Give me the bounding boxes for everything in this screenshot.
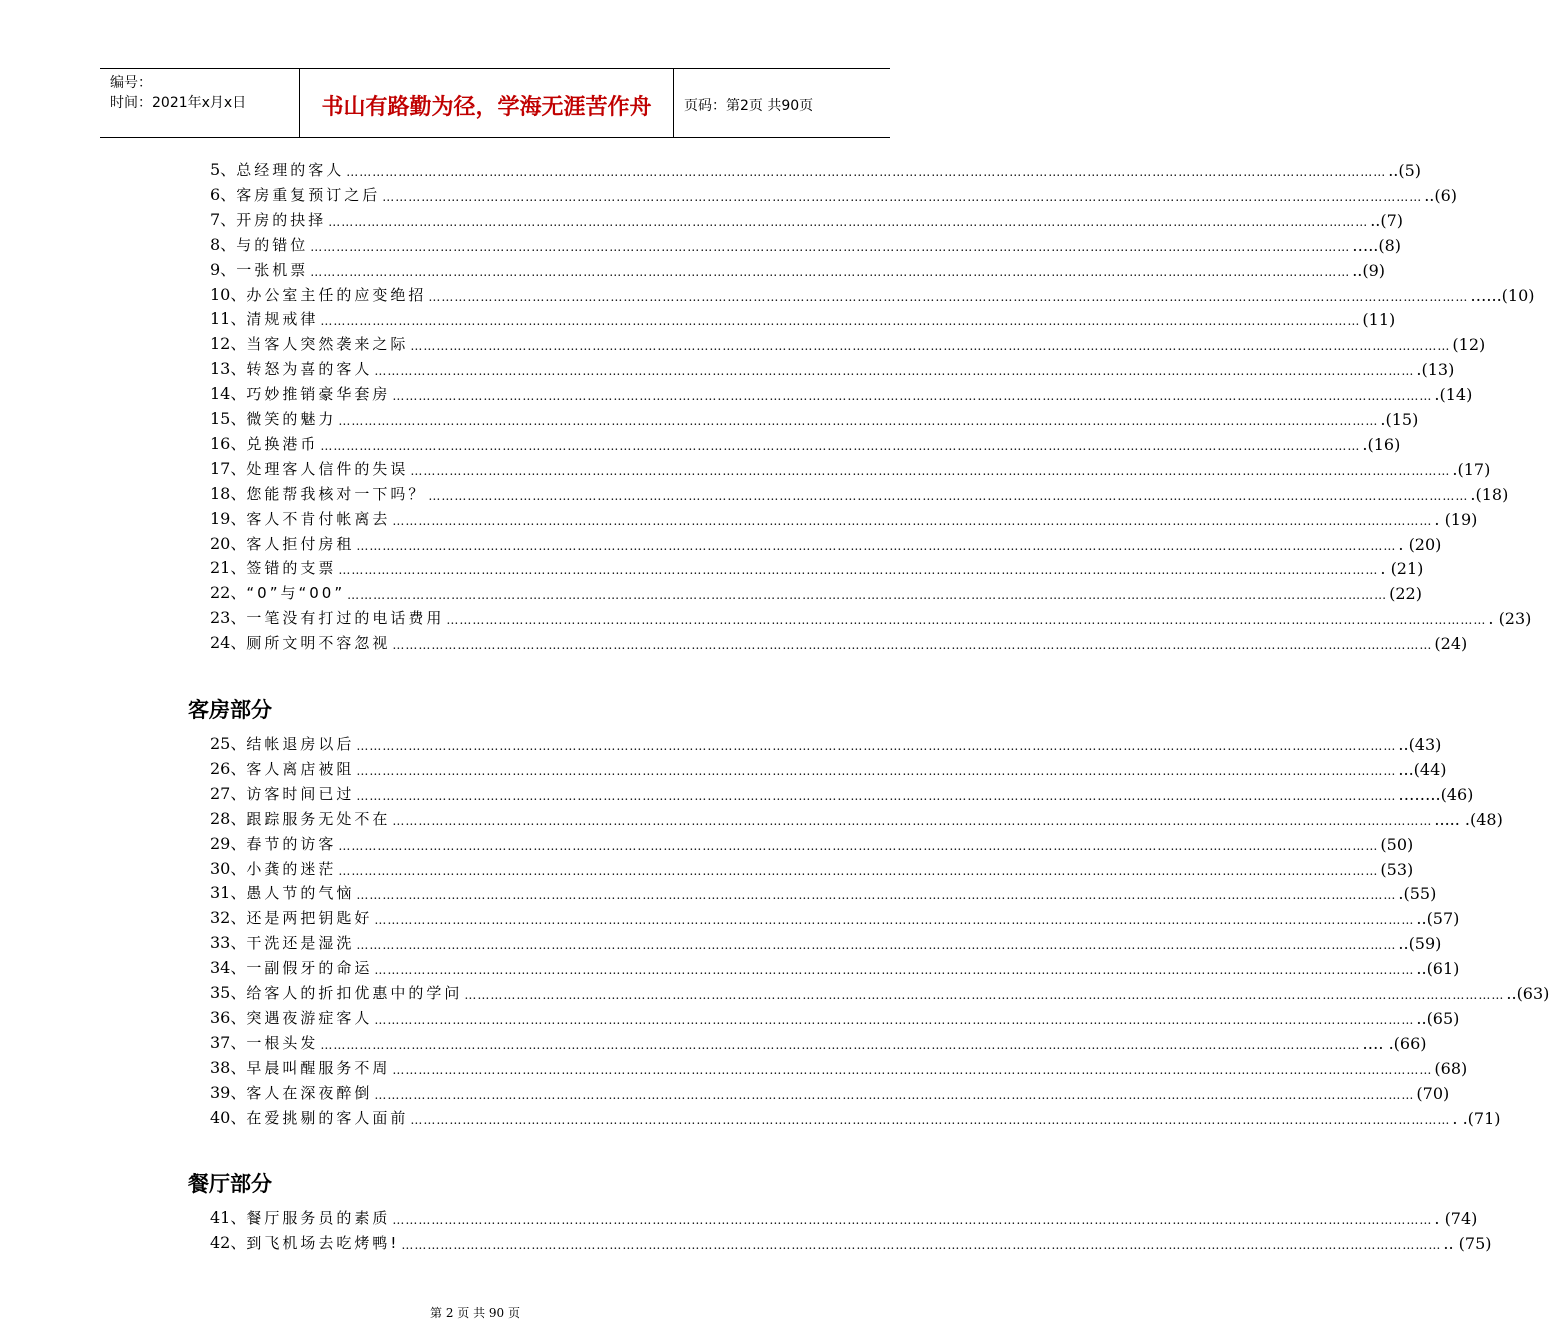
- toc-entry-number: 14、: [210, 384, 247, 404]
- toc-entry-page: …...(10): [1470, 285, 1535, 305]
- toc-entry: [210, 457, 1491, 479]
- toc-entry-number: 8、: [210, 234, 237, 254]
- toc-entry-page: ..... .(48): [1434, 809, 1503, 829]
- toc-entry-title: 客人拒付房租: [246, 534, 355, 553]
- toc-entry-title: 转怒为喜的客人: [246, 360, 373, 379]
- toc-leader-dots: ……………………………………………………………………………………………………………………………………………………………………………………………………………………: [374, 913, 1415, 928]
- toc-entry-title: 客人离店被阻: [246, 759, 355, 778]
- toc-entry-number: 38、: [210, 1057, 247, 1077]
- toc-entry-number: 11、: [210, 309, 247, 329]
- toc-entry: [210, 556, 1424, 579]
- toc-entry-number: 18、: [210, 483, 247, 503]
- toc-entry: [210, 432, 1401, 454]
- toc-leader-dots: ……………………………………………………………………………………………………………………………………………………………………………………………………………………: [410, 339, 1451, 354]
- toc-entry-page: (12): [1452, 335, 1486, 355]
- toc-leader-dots: ……………………………………………………………………………………………………………………………………………………………………………………………………………………: [320, 438, 1361, 453]
- toc-leader-dots: ……………………………………………………………………………………………………………………………………………………………………………………………………………………: [356, 739, 1397, 753]
- toc-entry-title: “0”与“00”: [246, 584, 346, 603]
- toc-entry: [210, 807, 1503, 829]
- toc-entry-page: .(18): [1470, 484, 1509, 504]
- toc-leader-dots: ……………………………………………………………………………………………………………………………………………………………………………………………………………………: [374, 1012, 1415, 1027]
- toc-entry-number: 25、: [210, 734, 247, 753]
- toc-entry-title: 一笔没有打过的电话费用: [246, 609, 445, 628]
- toc-entry: [210, 956, 1460, 979]
- toc-entry: [210, 1206, 1478, 1228]
- toc-entry-title: 一根头发: [246, 1033, 319, 1052]
- toc-entry-title: 您能帮我核对一下吗？: [246, 484, 427, 503]
- toc-leader-dots: ……………………………………………………………………………………………………………………………………………………………………………………………………………………: [392, 638, 1433, 653]
- toc-leader-dots: ……………………………………………………………………………………………………………………………………………………………………………………………………………………: [338, 863, 1379, 878]
- toc-entry-title: 处理客人信件的失误: [246, 459, 409, 478]
- toc-entry-title: 办公室主任的应变绝招: [246, 285, 427, 304]
- page-footer: 第 2 页 共 90 页: [430, 1306, 520, 1320]
- toc-entry-page: ...(44): [1398, 759, 1447, 779]
- toc-entry: [210, 233, 1402, 255]
- toc-entry-title: 春节的访客: [246, 834, 337, 853]
- toc-entry: [210, 183, 1458, 205]
- toc-entry-page: .(13): [1416, 360, 1455, 380]
- toc-entry-page: . (23): [1488, 609, 1532, 629]
- toc-entry-page: (53): [1380, 859, 1414, 879]
- toc-entry-number: 5、: [210, 160, 237, 179]
- toc-entry-number: 12、: [210, 334, 247, 354]
- toc-entry-title: 一副假牙的命运: [246, 959, 373, 978]
- toc-entry-page: . (20): [1398, 534, 1442, 554]
- toc-leader-dots: ……………………………………………………………………………………………………………………………………………………………………………………………………………………: [382, 189, 1423, 204]
- toc-entry-page: .. (75): [1443, 1233, 1492, 1253]
- toc-entry: [210, 382, 1473, 405]
- toc-leader-dots: ……………………………………………………………………………………………………………………………………………………………………………………………………………………: [356, 888, 1397, 903]
- toc-entry-title: 愚人节的气恼: [246, 884, 355, 903]
- toc-entry-title: 给客人的折扣优惠中的学问: [246, 984, 463, 1002]
- toc-entry-page: ..(43): [1398, 735, 1442, 754]
- toc-entry: [210, 532, 1442, 554]
- toc-entry-number: 9、: [210, 259, 237, 279]
- toc-entry: [210, 782, 1474, 804]
- toc-entry: [210, 906, 1460, 929]
- toc-entry: [210, 158, 1422, 180]
- toc-leader-dots: ……………………………………………………………………………………………………………………………………………………………………………………………………………………: [320, 1037, 1361, 1052]
- toc-leader-dots: ……………………………………………………………………………………………………………………………………………………………………………………………………………………: [310, 264, 1351, 279]
- toc-entry-page: (22): [1389, 584, 1422, 604]
- toc-entry-page: (50): [1380, 834, 1414, 854]
- toc-leader-dots: ……………………………………………………………………………………………………………………………………………………………………………………………………………………: [428, 289, 1469, 304]
- toc-entry-title: 清规戒律: [246, 310, 319, 329]
- toc-leader-dots: ……………………………………………………………………………………………………………………………………………………………………………………………………………………: [338, 563, 1379, 578]
- toc-entry-page: (70): [1416, 1083, 1450, 1103]
- toc-entry-number: 26、: [210, 758, 247, 778]
- toc-entry: [210, 208, 1404, 230]
- header-motto: 书山有路勤为径，学海无涯苦作舟: [300, 69, 674, 137]
- toc-leader-dots: ……………………………………………………………………………………………………………………………………………………………………………………………………………………: [347, 588, 1388, 603]
- section-heading-restaurant: 餐厅部分: [188, 1172, 272, 1196]
- toc-entry-number: 22、: [210, 583, 247, 603]
- toc-entry-number: 31、: [210, 883, 247, 903]
- toc-entry: [210, 1231, 1492, 1253]
- toc-entry-page: . .(71): [1452, 1108, 1501, 1128]
- toc-leader-dots: ……………………………………………………………………………………………………………………………………………………………………………………………………………………: [392, 1062, 1433, 1077]
- toc-entry-number: 6、: [210, 184, 237, 204]
- toc-entry-title: 与的错位: [236, 235, 309, 254]
- toc-entry-title: 早晨叫醒服务不周: [246, 1058, 391, 1077]
- toc-entry-title: 客人不肯付帐离去: [246, 509, 391, 528]
- toc-entry-page: ..(59): [1398, 934, 1442, 954]
- toc-entry-title: 突遇夜游症客人: [246, 1008, 373, 1027]
- toc-leader-dots: ……………………………………………………………………………………………………………………………………………………………………………………………………………………: [410, 1112, 1451, 1127]
- toc-entry-title: 还是两把钥匙好: [246, 909, 373, 928]
- toc-entry-title: 厕所文明不容忽视: [246, 634, 391, 653]
- toc-entry: [210, 1031, 1427, 1053]
- toc-leader-dots: ……………………………………………………………………………………………………………………………………………………………………………………………………………………: [356, 788, 1397, 803]
- toc-entry-number: 34、: [210, 958, 247, 978]
- toc-entry-page: ..(9): [1352, 260, 1386, 280]
- toc-entry: [210, 283, 1535, 305]
- toc-entry-number: 20、: [210, 533, 247, 553]
- toc-leader-dots: ……………………………………………………………………………………………………………………………………………………………………………………………………………………: [374, 1087, 1415, 1102]
- toc-entry-page: ..(65): [1416, 1008, 1460, 1028]
- toc-entry-page: ..(7): [1370, 210, 1404, 230]
- toc-entry-title: 餐厅服务员的素质: [246, 1209, 391, 1227]
- toc-entry: [210, 1106, 1501, 1128]
- toc-leader-dots: ……………………………………………………………………………………………………………………………………………………………………………………………………………………: [356, 938, 1397, 953]
- header-meta: [100, 69, 300, 137]
- toc-entry: [210, 832, 1414, 854]
- toc-entry: [210, 507, 1478, 529]
- toc-leader-dots: ……………………………………………………………………………………………………………………………………………………………………………………………………………………: [328, 214, 1369, 229]
- toc-entry: [210, 981, 1549, 1003]
- toc-entry: [210, 581, 1422, 604]
- toc-entry: [210, 482, 1509, 504]
- toc-entry-title: 微笑的魅力: [246, 410, 337, 428]
- date-line: 时间：2021年x月x日: [110, 95, 247, 111]
- toc-entry: [210, 606, 1532, 629]
- toc-entry-page: . (21): [1380, 559, 1424, 579]
- toc-entry-page: …. .(66): [1362, 1033, 1427, 1053]
- toc-entry-number: 10、: [210, 284, 247, 304]
- toc-entry-page: (68): [1434, 1058, 1468, 1078]
- toc-entry-number: 39、: [210, 1082, 247, 1102]
- toc-entry-page: .(16): [1362, 434, 1401, 454]
- toc-entry-title: 兑换港币: [246, 434, 319, 453]
- section-heading-rooms: 客房部分: [188, 698, 272, 722]
- toc-entry-number: 24、: [210, 633, 247, 653]
- toc-leader-dots: ……………………………………………………………………………………………………………………………………………………………………………………………………………………: [310, 239, 1351, 254]
- toc-entry: [210, 258, 1386, 280]
- toc-entry-number: 41、: [210, 1208, 247, 1227]
- toc-entry-number: 17、: [210, 458, 247, 478]
- toc-entry-page: ..(57): [1416, 909, 1460, 929]
- header-page-info: 页码：第2页 共90页: [684, 98, 814, 114]
- toc-entry-number: 19、: [210, 508, 247, 528]
- toc-entry-page: .(14): [1434, 385, 1473, 405]
- toc-entry-page: (24): [1434, 634, 1468, 654]
- toc-leader-dots: ……………………………………………………………………………………………………………………………………………………………………………………………………………………: [356, 538, 1397, 553]
- toc-entry: [210, 631, 1468, 654]
- toc-entry-number: 28、: [210, 808, 247, 828]
- toc-leader-dots: ……………………………………………………………………………………………………………………………………………………………………………………………………………………: [410, 463, 1451, 478]
- toc-entry: [210, 881, 1437, 904]
- toc-entry-title: 客人在深夜醉倒: [246, 1083, 373, 1102]
- page-header: [100, 68, 890, 138]
- toc-entry-page: ..(61): [1416, 959, 1460, 979]
- toc-entry-number: 32、: [210, 908, 247, 928]
- toc-entry-number: 35、: [210, 983, 247, 1002]
- toc-entry-number: 42、: [210, 1232, 247, 1252]
- toc-entry-page: ..(5): [1388, 161, 1422, 180]
- toc-entry-title: 一张机票: [236, 260, 309, 279]
- toc-entry: [210, 931, 1442, 954]
- toc-entry-page: …..(8): [1352, 235, 1402, 255]
- toc-entry-title: 巧妙推销豪华套房: [246, 385, 391, 404]
- toc-entry-number: 30、: [210, 858, 247, 878]
- toc-leader-dots: ……………………………………………………………………………………………………………………………………………………………………………………………………………………: [356, 763, 1397, 778]
- toc-entry-title: 客房重复预订之后: [236, 185, 381, 204]
- toc-entry: [210, 757, 1447, 779]
- toc-entry-number: 36、: [210, 1007, 247, 1027]
- toc-entry-page: .(17): [1452, 459, 1491, 479]
- toc-entry-title: 总经理的客人: [236, 161, 345, 179]
- toc-entry-number: 40、: [210, 1107, 247, 1127]
- toc-leader-dots: ……………………………………………………………………………………………………………………………………………………………………………………………………………………: [446, 613, 1487, 628]
- toc-entry-number: 21、: [210, 558, 247, 578]
- toc-entry-page: (11): [1362, 310, 1396, 330]
- toc-entry-page: ..(6): [1424, 185, 1458, 205]
- toc-leader-dots: ……………………………………………………………………………………………………………………………………………………………………………………………………………………: [374, 963, 1415, 978]
- toc-leader-dots: ……………………………………………………………………………………………………………………………………………………………………………………………………………………: [464, 988, 1505, 1002]
- toc-leader-dots: ……………………………………………………………………………………………………………………………………………………………………………………………………………………: [320, 314, 1361, 329]
- toc-entry: [210, 857, 1414, 879]
- toc-entry-title: 当客人突然袭来之际: [246, 335, 409, 354]
- toc-entry: [210, 1006, 1460, 1028]
- toc-entry: [210, 307, 1396, 330]
- toc-entry-page: ……..(46): [1398, 784, 1474, 804]
- toc-entry-number: 7、: [210, 209, 237, 229]
- toc-entry-title: 在爱挑剔的客人面前: [246, 1108, 409, 1127]
- toc-entry-number: 23、: [210, 608, 247, 628]
- code-label: 编号：: [110, 75, 152, 91]
- toc-entry: [210, 732, 1442, 754]
- toc-entry-number: 15、: [210, 409, 247, 428]
- toc-entry: [210, 1056, 1468, 1078]
- toc-entry-page: . (19): [1434, 509, 1478, 529]
- toc-entry-title: 跟踪服务无处不在: [246, 809, 391, 828]
- toc-leader-dots: ……………………………………………………………………………………………………………………………………………………………………………………………………………………: [374, 364, 1415, 379]
- toc-leader-dots: ……………………………………………………………………………………………………………………………………………………………………………………………………………………: [428, 488, 1469, 503]
- toc-leader-dots: ……………………………………………………………………………………………………………………………………………………………………………………………………………………: [392, 389, 1433, 404]
- toc-entry-number: 29、: [210, 833, 247, 853]
- toc-entry-title: 结帐退房以后: [246, 735, 355, 753]
- toc-entry-page: .(55): [1398, 884, 1437, 904]
- toc-entry-page: . (74): [1434, 1209, 1478, 1228]
- toc-entry-number: 37、: [210, 1032, 247, 1052]
- toc-entry-page: ..(63): [1506, 984, 1549, 1003]
- toc-leader-dots: ……………………………………………………………………………………………………………………………………………………………………………………………………………………: [392, 1213, 1433, 1227]
- toc-leader-dots: ……………………………………………………………………………………………………………………………………………………………………………………………………………………: [401, 1237, 1442, 1252]
- toc-entry-title: 签错的支票: [246, 559, 337, 578]
- toc-leader-dots: ……………………………………………………………………………………………………………………………………………………………………………………………………………………: [338, 838, 1379, 853]
- toc-entry: [210, 1081, 1450, 1103]
- toc-entry-title: 开房的抉择: [236, 210, 327, 229]
- toc-entry-title: 到飞机场去吃烤鸭!: [246, 1233, 400, 1252]
- toc-leader-dots: ……………………………………………………………………………………………………………………………………………………………………………………………………………………: [392, 813, 1433, 828]
- toc-entry-title: 干洗还是湿洗: [246, 934, 355, 953]
- toc-entry-number: 33、: [210, 933, 247, 953]
- toc-entry: [210, 332, 1486, 355]
- toc-entry-page: .(15): [1380, 410, 1419, 429]
- toc-entry-number: 13、: [210, 359, 247, 379]
- toc-leader-dots: ……………………………………………………………………………………………………………………………………………………………………………………………………………………: [392, 513, 1433, 528]
- toc-entry-title: 小龚的迷茫: [246, 859, 337, 878]
- toc-entry: [210, 407, 1419, 429]
- toc-entry-number: 16、: [210, 433, 247, 453]
- toc-leader-dots: ……………………………………………………………………………………………………………………………………………………………………………………………………………………: [346, 165, 1387, 179]
- toc-leader-dots: ……………………………………………………………………………………………………………………………………………………………………………………………………………………: [338, 414, 1379, 428]
- toc-entry-title: 访客时间已过: [246, 784, 355, 803]
- toc-entry-number: 27、: [210, 783, 247, 803]
- toc-entry: [210, 357, 1455, 380]
